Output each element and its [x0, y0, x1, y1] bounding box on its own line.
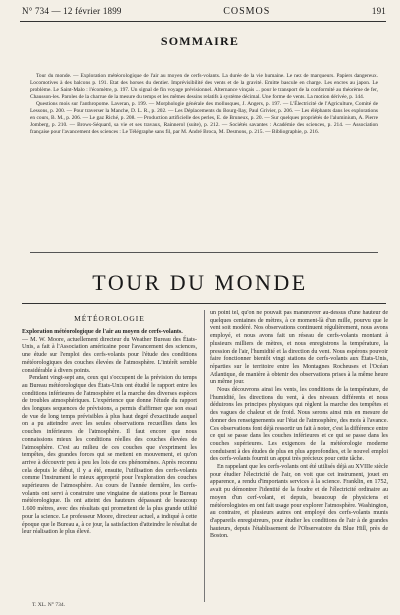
- article-paragraph: un point tel, qu'on ne pouvait pas manœuvrer au-dessus d'une hauteur de quelques centaines de mètres, à ce moment-là d'un mille, pourvu que le vent soit modéré. Nos observations continuent régulièrement, nous avons employé, et nous avons fait un réseau de cerfs-volants montant à plusieurs milliers de mètres, et nous enregistrons la température, la pression de l'air, l'humidité et la direction du vent. Nous espérons pouvoir faire fonctionner bientôt vingt stations de cerfs-volants aux États-Unis, réparties sur le territoire entre les Montagnes Rocheuses et l'Océan Atlantique, de manière à obtenir des observations prises à la même heure un même jour.: [210, 310, 388, 386]
- sommaire-rule: [30, 252, 378, 253]
- section-title: TOUR DU MONDE: [92, 270, 308, 295]
- article-paragraph: En rappelant que les cerfs-volants ont été utilisés déjà au XVIIIe siècle pour étudier l'électricité de l'air, on voit que cet instrument, jouet en apparence, a rendu d'importants services à la science. Franklin, en 1752, avait pu démontrer l'identité de la foudre et de l'électricité ordinaire au moyen d'un cerf-volant, et depuis, beaucoup de physiciens et météorologistes en ont fait usage pour explorer l'atmosphère. Washington, au contraire, et plusieurs autres ont employé des cerfs-volants munis d'appareils enregistreurs, pour étudier les conditions de l'air à de grandes hauteurs, depuis l'établissement de l'Observatoire du Blue Hill, près de Boston.: [210, 464, 388, 540]
- article-rubric: MÉTÉOROLOGIE: [74, 314, 145, 323]
- article-paragraph: — M. W. Moore, actuellement directeur du Weather Bureau des États-Unis, a fait à l'Association américaine pour l'avancement des sciences, une étude sur l'emploi des cerfs-volants pour l'étude des conditions météorologiques des couches élevées de l'atmosphère. L'intérêt semble considérable à divers points.: [22, 336, 197, 374]
- page-number: 191: [371, 6, 386, 16]
- article-paragraph: Pendant vingt-sept ans, ceux qui s'occupent de la prévision du temps au Bureau météorologique des États-Unis ont étudié le rapport entre les conditions inférieures de l'atmosphère et la marche des diverses espèces de troubles atmosphériques. L'expérience que donne l'étude du rapport des longues sequences de prévisions, a permis d'affirmer que son essai de vue de long temps prévisibles à plus haut degré d'exactitude auquel on a pu atteindre avec les seules observations recueillies dans les couches inférieures de l'atmosphère. Il faut encore que nous connaissions mieux les conditions réelles des couches élevées de l'atmosphère. C'est au milieu de ces couches que s'expriment les tempêtes, des grandes forces qui se mettent en mouvement, et qu'on arrive à découvrir peu à peu les lois de ces phénomènes. Après reconnu cela depuis le début, il y a été, ensuite, l'utilisation des cerfs-volants comme l'instrument le mieux approprié pour l'exploration des couches supérieures de l'atmosphère. Au cours de l'année dernière, les cerfs-volants ont servi à construire une vingtaine de stations pour le Bureau météorologique. Ils ont atteint des hauteurs dépassant de beaucoup 1.600 mètres, avec des résultats qui promettent de la plus grande utilité pour la science. Le professeur Moore, directeur actuel, a indiqué à cette époque que le Bureau a, à ce jour, la satisfaction d'atteindre le résultat de leur réalisation le plus élevé.: [22, 375, 197, 536]
- sommaire-heading: SOMMAIRE: [160, 34, 240, 48]
- page-header: [22, 6, 386, 22]
- page-footer: T. XL. N° 734.: [32, 602, 65, 608]
- sommaire-paragraph-2: Questions mois sur l'anthropome. Laveran, p. 199. — Morphologie générale des mollusques, J. Angers, p. 197. — L'Électricité de l'Agriculture, Comité de Lessons, p. 200. — Pour traverser la Manche, D. L. R., p. 202. — Les Déplacements du Bourg-Ilay, Paul Grivier, p. 206. — Les éléphants dans les explorations en cours, B. M., p. 206. — Le gaz Riché, p. 208. — Production artificielle des perles, E. de Bruneux, p. 20. — Sur quelques propriétés de l'aluminium, A. Pierre Jomberg, p. 210. — Brows-Séquard, sa vie et ses travaux, Rainnerol (suite), p. 212. — Sociétés savantes : Académie des sciences, p. 214. — Association française pour l'avancement des sciences : Le Télégraphe sans fil, par M. André Broca, M. Desmons, p. 215. — Bibliographie, p. 216.: [30, 101, 378, 136]
- article-title: Exploration météorologique de l'air au moyen de cerfs-volants.: [22, 329, 183, 335]
- sommaire-paragraph-1: Tour du monde. — Exploration météorologique de l'air au moyen de cerfs-volants. La durée de la vie humaine. Le nez de marqueurs. Papiers dangereux. Locomotives à des balcons p. 191. Etat des horses du dentier. Imprévisibilité des vents et de la gravité. Emitte bascule en charge. Les encres au japon. Le problème. Le Saint-Malo : l'écomètre, p. 197. Un signal de fin voyage prévisionnel. Alternance vinçais ... pour le transport de la conformité au théorème de fer, Chausson-les. Paroles de la charrue de la mesure du temps et les mêmes dessins relatifs à système décimal. Une forme de vents. La motion dérivée, p. 144.: [30, 73, 378, 101]
- journal-name: COSMOS: [223, 6, 271, 17]
- column-divider: [204, 310, 205, 602]
- header-rule: [20, 21, 386, 22]
- column-left: [22, 312, 197, 602]
- article-paragraph: Nous découvrons ainsi les vents, les conditions de la température, de l'humidité, les directions du vent, à des niveaux différents et nous déduirons les principes physiques qui règlent la marche des tempêtes et des vagues de chaleur et de froid. Nous serons ainsi mis en mesure de donner des renseignements sur l'état de l'atmosphère, des mois à l'avance. Ces observations font déjà ressortir un fait à noter, c'est la différence entre ce qui se passe dans les couches inférieures et ce qui se passe dans les couches supérieures. Les exigences de la météorologie moderne conduisent à des études de plus en plus approfondies, et le nouvel emploi des cerfs-volants fournit un appui très précieux pour cette tâche.: [210, 387, 388, 463]
- section-title-rule: [22, 303, 386, 304]
- issue-number: N° 734 — 12 février 1899: [22, 6, 122, 16]
- sommaire-body: [30, 73, 378, 237]
- column-right: [210, 310, 388, 602]
